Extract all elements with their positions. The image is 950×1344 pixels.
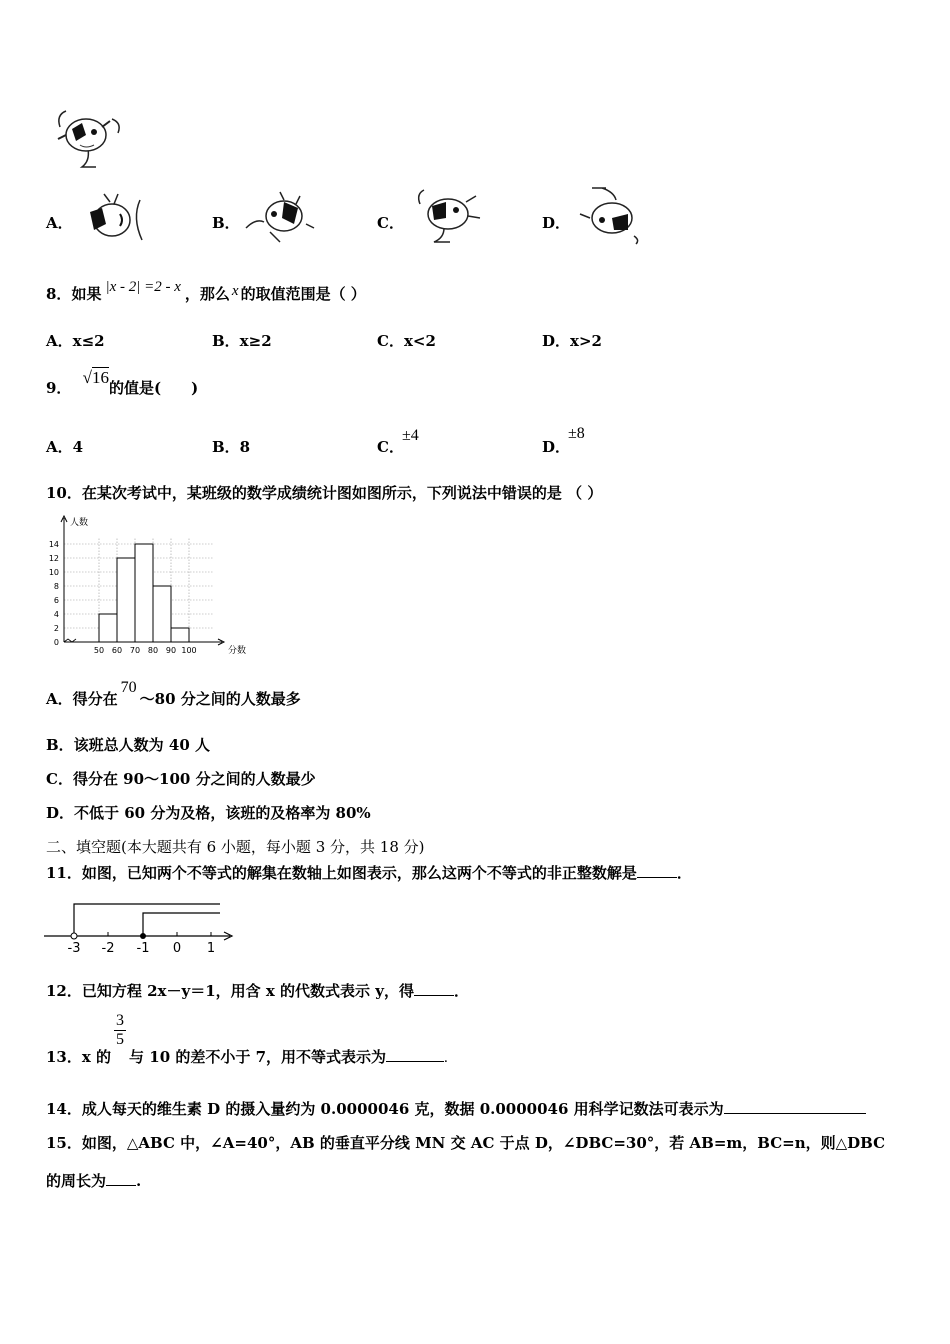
q9-option-b[interactable]: B．8	[212, 438, 251, 456]
x-tick-label: 50	[93, 646, 105, 655]
q8-equation: |x - 2| =2 - x	[105, 279, 181, 295]
q10-option-d[interactable]: D．不低于 60 分为及格，该班的及格率为 80%	[46, 804, 371, 822]
question-9	[46, 368, 199, 398]
q9-option-c[interactable]	[377, 427, 419, 457]
question-11	[46, 862, 692, 883]
q11-number-line	[44, 898, 240, 956]
x-tick-label: 60	[111, 646, 123, 655]
q10-option-b[interactable]: B．该班总人数为 40 人	[46, 736, 210, 754]
q9-number: 9．	[46, 379, 72, 397]
question-15-line-1: 15．如图，△ABC 中，∠A=40°，AB 的垂直平分线 MN 交 AC 于点 D，∠DBC=30°，若 AB=m，BC=n，则△DBC	[46, 1134, 886, 1152]
y-axis-label: 人数	[70, 518, 89, 528]
q7-option-d[interactable]	[542, 212, 570, 233]
y-tick-label: 8	[53, 582, 59, 591]
q10-option-a-math: 70	[120, 679, 137, 696]
q10-option-c[interactable]: C．得分在 90～100 分之间的人数最少	[46, 770, 316, 788]
histogram-chart	[46, 514, 247, 660]
q7-option-a-label: A．	[46, 214, 73, 232]
solution-range-right	[143, 913, 220, 936]
histogram-bar	[117, 558, 135, 642]
axis-label: -2	[101, 941, 115, 956]
q15-answer-blank[interactable]	[106, 1171, 136, 1186]
q9-option-d-label: D．	[542, 438, 571, 456]
q7-option-d-label: D．	[542, 214, 571, 232]
q7-option-c[interactable]	[377, 212, 404, 233]
q8-number: 8．	[46, 285, 72, 303]
q8-option-a[interactable]: A．x≤2	[46, 332, 105, 350]
q13-end: .	[444, 1049, 448, 1066]
histogram-bar	[99, 614, 117, 642]
q12-answer-blank[interactable]	[414, 981, 454, 996]
q7-option-b-label: B．	[212, 214, 240, 232]
q13-answer-blank[interactable]	[386, 1047, 444, 1062]
q8-option-b[interactable]: B．x≥2	[212, 332, 272, 350]
number-line-figure	[44, 898, 240, 956]
q9-sqrt: √16	[82, 368, 110, 387]
q11-answer-blank[interactable]	[637, 863, 677, 878]
question-14	[46, 1098, 866, 1119]
question-10-stem: 10．在某次考试中，某班级的数学成绩统计图如图所示，下列说法中错误的是 （ ）	[46, 484, 603, 502]
histogram-bar	[135, 544, 153, 642]
axis-label: -3	[67, 941, 81, 956]
section-2-heading: 二、填空题(本大题共有 6 小题，每小题 3 分，共 18 分)	[46, 838, 425, 856]
x-tick-label: 100	[181, 646, 197, 655]
y-tick-label: 10	[48, 568, 59, 577]
x-tick-label: 80	[147, 646, 159, 655]
q8-option-c[interactable]: C．x<2	[377, 332, 436, 350]
y-tick-label: 0	[53, 638, 59, 647]
question-8	[46, 279, 366, 304]
y-tick-label: 6	[53, 596, 59, 605]
question-12	[46, 980, 469, 1001]
axis-label: -1	[136, 941, 150, 956]
q9-option-d-math: ±8	[568, 425, 585, 442]
q12-stem: 12．已知方程 2x－y＝1，用含 x 的代数式表示 y，得	[46, 982, 414, 1000]
q7-option-b[interactable]	[212, 212, 240, 233]
q7-option-d-figure	[572, 184, 646, 246]
q9-option-c-label: C．	[377, 438, 404, 456]
q8-suffix: 的取值范围是（ ）	[240, 285, 366, 303]
q7-option-c-label: C．	[377, 214, 404, 232]
axis-label: 1	[206, 941, 216, 956]
q9-suffix: 的值是( )	[109, 379, 199, 397]
q10-histogram	[46, 514, 247, 660]
q13-suffix: 与 10 的差不小于 7，用不等式表示为	[129, 1047, 387, 1066]
axis-label: 0	[172, 941, 182, 956]
histogram-bar	[153, 586, 171, 642]
q9-option-d[interactable]	[542, 425, 585, 457]
q7-option-a-figure	[80, 190, 152, 248]
cartoon-figure-icon	[80, 190, 152, 248]
q11-end: ．	[676, 864, 692, 882]
q7-option-a[interactable]	[46, 212, 73, 233]
q9-radicand: 16	[92, 368, 110, 387]
cartoon-figure-icon	[572, 184, 646, 246]
x-tick-label: 70	[129, 646, 141, 655]
open-point-marker	[71, 933, 77, 939]
q10-option-a[interactable]	[46, 679, 301, 709]
x-tick-label: 90	[165, 646, 177, 655]
cartoon-figure-icon	[52, 105, 124, 171]
cartoon-figure-icon	[410, 186, 488, 248]
histogram-bar	[171, 628, 189, 642]
closed-point-marker	[140, 933, 146, 939]
q10-option-a-suffix: ～80 分之间的人数最多	[139, 690, 301, 708]
y-tick-label: 2	[53, 624, 59, 633]
q9-option-a[interactable]: A．4	[46, 438, 84, 456]
y-tick-label: 12	[48, 554, 59, 563]
q11-stem: 11．如图，已知两个不等式的解集在数轴上如图表示，那么这两个不等式的非正整数解是	[46, 864, 637, 882]
q12-end: ．	[453, 982, 469, 1000]
q8-prefix: 如果	[71, 285, 102, 303]
q8-middle: ，那么	[184, 285, 230, 303]
q7-reference-figure	[52, 105, 124, 171]
q13-fraction	[114, 1012, 126, 1049]
solution-range-left	[74, 904, 220, 936]
y-tick-label: 14	[48, 540, 59, 549]
q15-end: .	[136, 1172, 142, 1190]
q13-fraction-denominator: 5	[116, 1031, 125, 1048]
question-13	[46, 1012, 448, 1066]
q10-option-a-prefix: A．得分在	[46, 690, 118, 708]
q8-variable: x	[231, 283, 239, 299]
q8-option-d[interactable]: D．x>2	[542, 332, 602, 350]
cartoon-figure-icon	[240, 188, 320, 246]
q7-option-b-figure	[240, 188, 320, 246]
q14-stem: 14．成人每天的维生素 D 的摄入量约为 0.0000046 克，数据 0.0000046 用科学记数法可表示为	[46, 1100, 724, 1118]
question-15-line-2	[46, 1170, 141, 1191]
q13-fraction-numerator: 3	[116, 1012, 125, 1029]
q15-line2: 的周长为	[46, 1172, 107, 1190]
x-axis-label: 分数	[228, 646, 247, 656]
q13-prefix: 13．x 的	[46, 1047, 112, 1066]
q14-answer-blank[interactable]	[724, 1099, 866, 1114]
q7-option-c-figure	[410, 186, 488, 248]
y-tick-label: 4	[53, 610, 59, 619]
q9-option-c-math: ±4	[401, 427, 419, 444]
